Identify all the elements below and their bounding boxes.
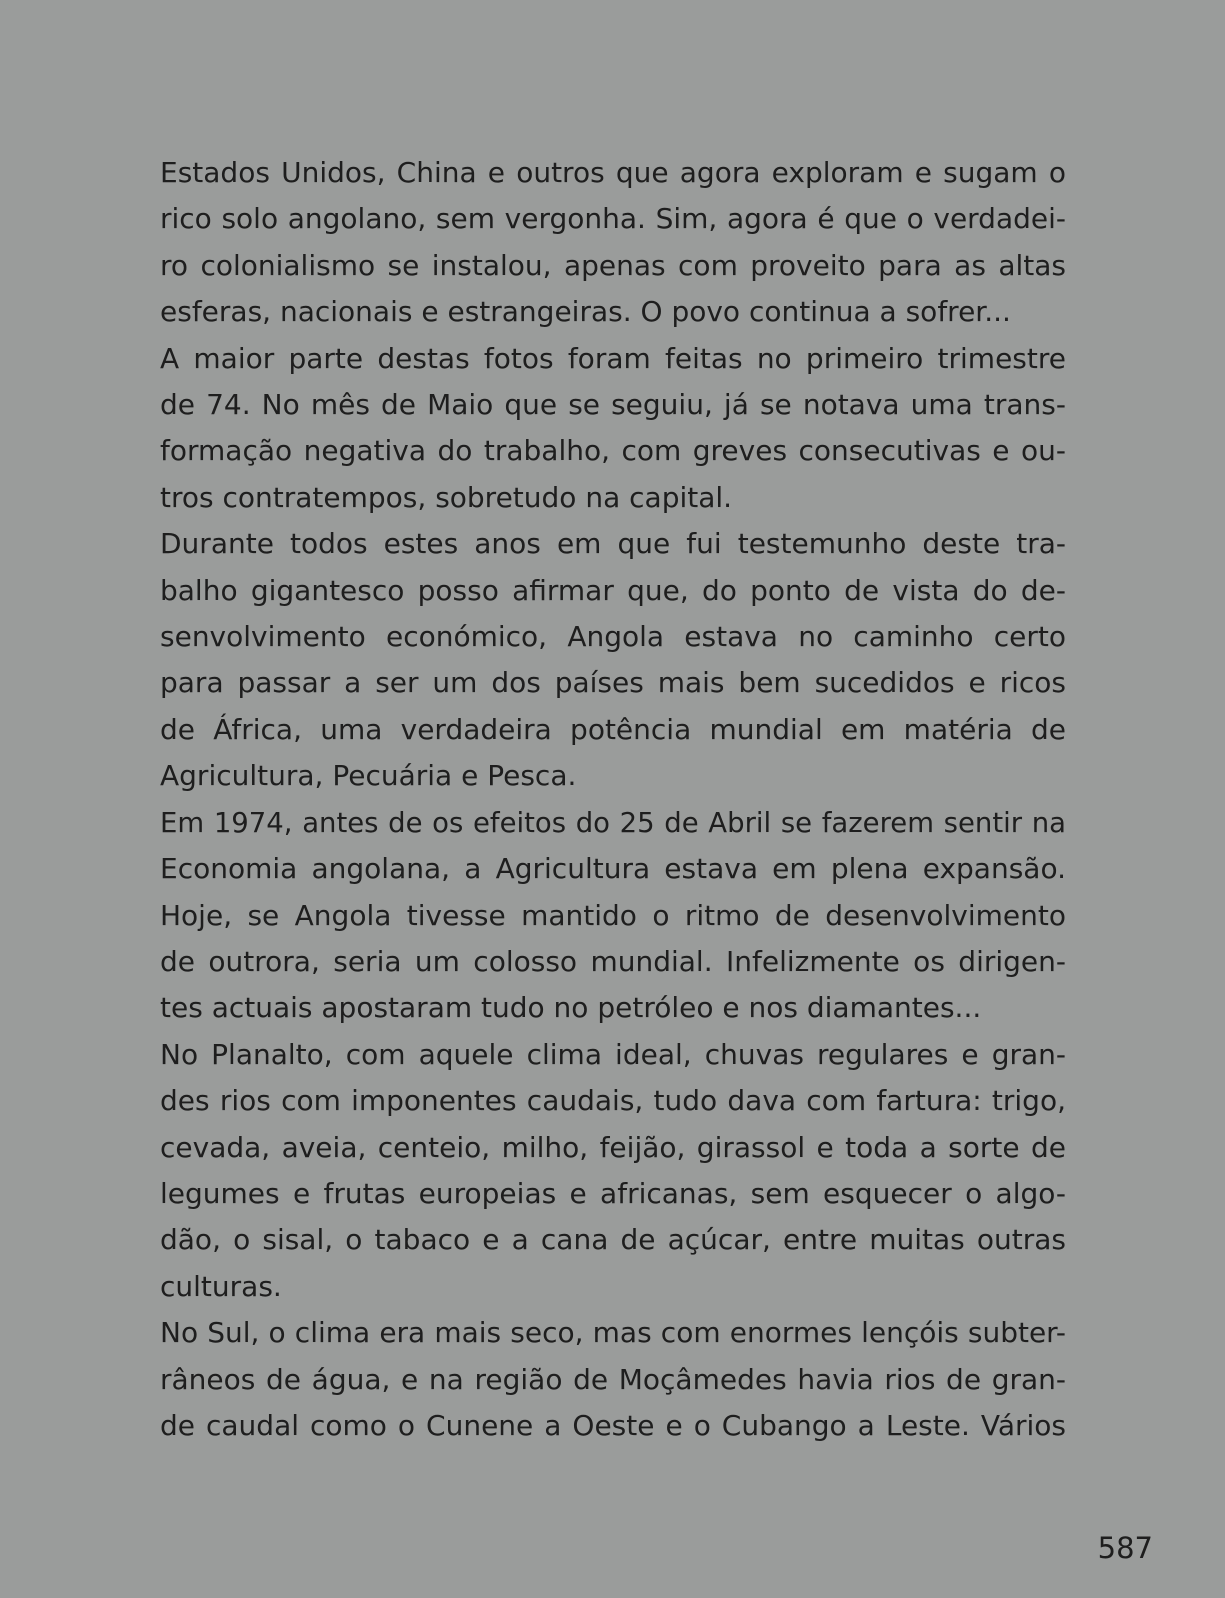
text-line: formação negativa do trabalho, com greves consecutivas e ou- bbox=[160, 434, 1066, 468]
text-line: de outrora, seria um colosso mundial. Infelizmente os dirigen- bbox=[160, 944, 1066, 978]
text-line: esferas, nacionais e estrangeiras. O povo continua a sofrer... bbox=[160, 295, 1011, 329]
text-line: Estados Unidos, China e outros que agora exploram e sugam o bbox=[160, 156, 1066, 189]
text-line: tes actuais apostaram tudo no petróleo e nos diamantes... bbox=[160, 991, 982, 1025]
text-line: para passar a ser um dos países mais bem sucedidos e ricos bbox=[160, 666, 1066, 700]
body-text bbox=[160, 150, 1066, 1449]
text-line: Agricultura, Pecuária e Pesca. bbox=[160, 759, 577, 793]
text-line: cevada, aveia, centeio, milho, feijão, girassol e toda a sorte de bbox=[160, 1130, 1066, 1164]
text-line: des rios com imponentes caudais, tudo dava com fartura: trigo, bbox=[160, 1084, 1066, 1118]
text-line: ro colonialismo se instalou, apenas com proveito para as altas bbox=[160, 248, 1066, 282]
text-line: de África, uma verdadeira potência mundial em matéria de bbox=[160, 712, 1066, 746]
page-number: 587 bbox=[1097, 1531, 1153, 1565]
text-line: balho gigantesco posso afirmar que, do ponto de vista do de- bbox=[160, 573, 1066, 607]
text-line: Hoje, se Angola tivesse mantido o ritmo de desenvolvimento bbox=[160, 898, 1066, 932]
text-line: tros contratempos, sobretudo na capital. bbox=[160, 480, 733, 514]
text-line: No Planalto, com aquele clima ideal, chuvas regulares e gran- bbox=[160, 1037, 1066, 1071]
text-line: de 74. No mês de Maio que se seguiu, já se notava uma trans- bbox=[160, 388, 1066, 422]
text-line: Durante todos estes anos em que fui testemunho deste tra- bbox=[160, 527, 1066, 561]
text-line: culturas. bbox=[160, 1269, 282, 1303]
text-line: dão, o sisal, o tabaco e a cana de açúcar, entre muitas outras bbox=[160, 1223, 1066, 1257]
text-line: de caudal como o Cunene a Oeste e o Cubango a Leste. Vários bbox=[160, 1408, 1066, 1442]
text-line: senvolvimento económico, Angola estava no caminho certo bbox=[160, 620, 1066, 654]
text-line: legumes e frutas europeias e africanas, sem esquecer o algo- bbox=[160, 1176, 1066, 1210]
text-line: Economia angolana, a Agricultura estava em plena expansão. bbox=[160, 852, 1066, 886]
text-line: No Sul, o clima era mais seco, mas com enormes lençóis subter- bbox=[160, 1316, 1066, 1350]
text-line: A maior parte destas fotos foram feitas no primeiro trimestre bbox=[160, 341, 1066, 375]
text-line: Em 1974, antes de os efeitos do 25 de Abril se fazerem sentir na bbox=[160, 806, 1066, 839]
text-line: rico solo angolano, sem vergonha. Sim, agora é que o verdadei- bbox=[160, 202, 1066, 236]
text-line: râneos de água, e na região de Moçâmedes havia rios de gran- bbox=[160, 1362, 1066, 1396]
